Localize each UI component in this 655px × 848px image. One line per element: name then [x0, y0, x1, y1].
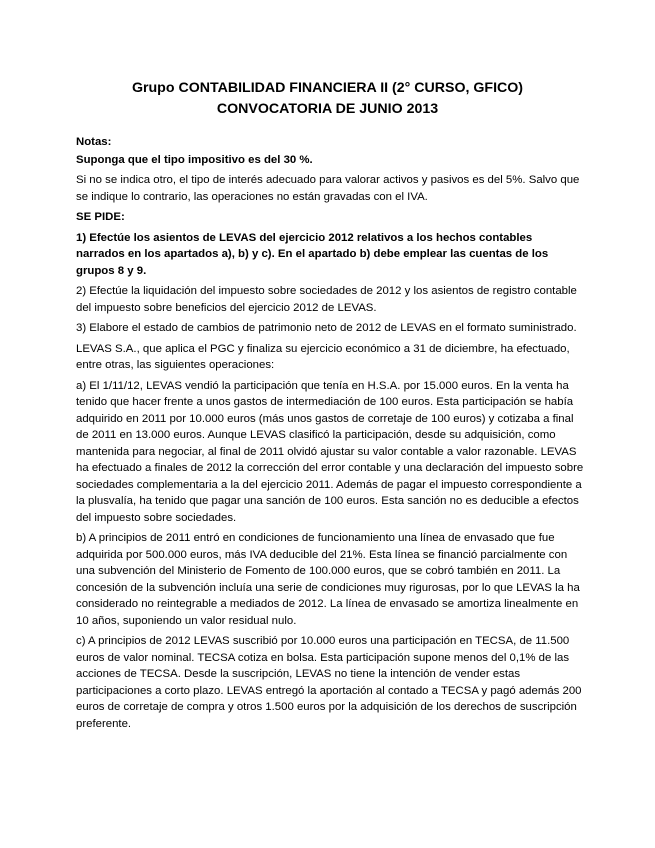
document-body [76, 134, 584, 736]
note-tax-rate: Suponga que el tipo impositivo es del 30 %. [76, 153, 313, 166]
item-c-paragraph: c) A principios de 2012 LEVAS suscribió por 10.000 euros una participación en TECSA, de 11.500 euros de valor nominal. TECSA cotiza en bolsa. Esta participación supone menos del 0,1% de las acciones de TECSA. Desde la suscripción, LEVAS no tiene la intención de vender estas participaciones a corto plazo. LEVAS entregó la aportación al contado a TECSA y pagó además 200 euros de corretaje de compra y otros 1.500 euros por la adquisición de los derechos de suscripción preferente. [76, 635, 582, 730]
notes-heading: Notas: [76, 136, 112, 148]
document-title [0, 78, 655, 120]
intro-paragraph: LEVAS S.A., que aplica el PGC y finaliza su ejercicio económico a 31 de diciembre, ha efectuado, entre otras, las siguientes operaciones: [76, 342, 570, 371]
task-3: 3) Elabore el estado de cambios de patrimonio neto de 2012 de LEVAS en el formato suministrado. [76, 322, 577, 334]
task-2: 2) Efectúe la liquidación del impuesto sobre sociedades de 2012 y los asientos de registro contable del impuesto sobre beneficios del ejercicio 2012 de LEVAS. [76, 285, 577, 314]
tasks-heading: SE PIDE: [76, 211, 125, 223]
item-a-paragraph: a) El 1/11/12, LEVAS vendió la participación que tenía en H.S.A. por 15.000 euros. En la venta ha tenido que hacer frente a unos gastos de intermediación de 100 euros. Esta participación se había adquirido en 2011 por 10.000 euros (más unos gastos de corretaje de 100 euros) y cotizaba a final de 2011 en 13.000 euros. Aunque LEVAS clasificó la participación, desde su adquisición, como mantenida para negociar, al final de 2011 olvidó ajustar su valor contable a valor razonable. LEVAS ha efectuado a finales de 2012 la corrección del error contable y una declaración del impuesto sobre sociedades complementaria a la del ejercicio 2011. Además de pagar el impuesto correspondiente a la plusvalía, ha tenido que pagar una sanción de 100 euros. Esta sanción no es deducible a efectos del impuesto sobre sociedades. [76, 379, 584, 524]
note-interest-rate: Si no se indica otro, el tipo de interés adecuado para valorar activos y pasivos es del 5%. Salvo que se indique lo contrario, las operaciones no están gravadas con el IVA. [76, 174, 580, 203]
title-line-2: CONVOCATORIA DE JUNIO 2013 [216, 101, 439, 117]
title-line-1: Grupo CONTABILIDAD FINANCIERA II (2° CURSO, GFICO) [131, 80, 524, 96]
item-b-paragraph: b) A principios de 2011 entró en condiciones de funcionamiento una línea de envasado que fue adquirida por 500.000 euros, más IVA deducible del 21%. Esta línea se financió parcialmente con una subvención del Ministerio de Fomento de 100.000 euros, que se cobró también en 2011. La concesión de la subvención incluía una serie de condiciones muy rigurosas, por lo que LEVAS la ha considerado no reintegrable a mediados de 2012. La línea de envasado se amortiza linealmente en 10 años, suponiendo un valor residual nulo. [76, 532, 580, 627]
task-1: 1) Efectúe los asientos de LEVAS del ejercicio 2012 relativos a los hechos contables narrados en los apartados a), b) y c). En el apartado b) debe emplear las cuentas de los grupos 8 y 9. [76, 231, 549, 277]
